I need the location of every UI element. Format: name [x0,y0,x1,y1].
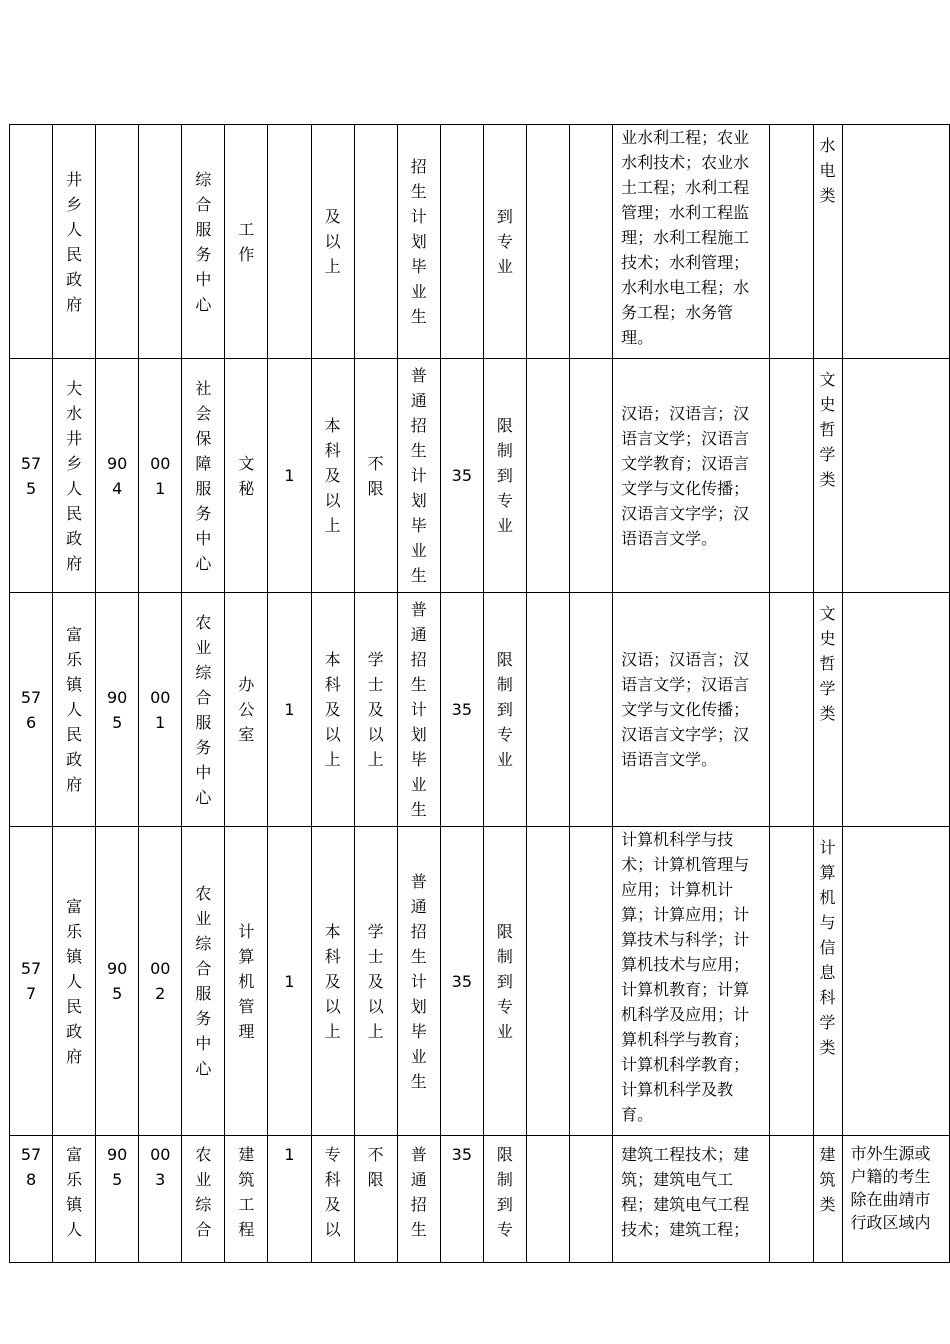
unit-cell-text: 富乐镇人 [66,1145,83,1239]
position-cell [225,359,268,593]
blank-cell [770,827,813,1136]
position-code-cell-text: 003 [150,1145,171,1189]
dept-cell [182,125,225,359]
degree-cell-text: 学士及以上 [367,921,384,1041]
dept-cell-text: 农业综合服务中心 [195,884,212,1078]
category-cell [813,359,842,593]
category-cell [813,1136,842,1263]
source-cell [397,359,440,593]
position-cell-text: 计算机管理 [238,921,255,1041]
table-row [10,827,950,1136]
position-code-cell [139,827,182,1136]
source-cell [397,1136,440,1263]
majors-cell-text: 汉语；汉语言；汉语言文学；汉语言文学教育；汉语言文学与文化传播；汉语言文字学；汉语语言文学。 [621,403,750,548]
blank-cell [770,359,813,593]
seq-cell [10,593,53,827]
major-limit-cell [483,1136,526,1263]
blank-cell [570,827,613,1136]
unit-code-cell-text: 905 [107,959,128,1003]
note-cell [842,359,949,593]
education-cell [311,593,354,827]
age-cell [440,359,483,593]
degree-cell-text: 学士及以上 [367,650,384,769]
table-row [10,1136,950,1263]
education-cell [311,1136,354,1263]
recruitment-table [9,124,950,1263]
seq-cell [10,359,53,593]
majors-cell-text: 建筑工程技术；建筑；建筑电气工程；建筑电气工程技术；建筑工程； [621,1145,750,1239]
unit-cell [53,1136,96,1263]
category-cell-text: 建筑类 [819,1145,836,1214]
position-code-cell-text: 002 [150,959,171,1003]
degree-cell [354,359,397,593]
majors-cell [613,593,770,827]
seq-cell-text: 576 [20,687,42,732]
source-cell-text: 普通招生 [410,1145,427,1239]
source-cell-text: 普通招生计划毕业生 [410,366,427,585]
unit-code-cell [96,125,139,359]
degree-cell-text: 不限 [367,1145,384,1189]
education-cell-text: 本科及以上 [324,650,341,769]
majors-cell-text: 汉语；汉语言；汉语言文学；汉语言文学与文化传播；汉语言文字学；汉语语言文学。 [621,650,750,769]
note-cell [842,827,949,1136]
blank-cell [526,1136,569,1263]
major-limit-cell [483,827,526,1136]
education-cell [311,125,354,359]
dept-cell-text: 农业综合服务中心 [195,612,212,807]
majors-cell-text: 计算机科学与技术；计算机管理与应用；计算机计算；计算应用；计算技术与科学；计算机技术与应用；计算机教育；计算机科学及应用；计算机科学与教育；计算机科学教育；计算机科学及教育。 [621,830,750,1124]
note-cell [842,125,949,359]
major-limit-cell-text: 限制到专业 [496,921,513,1041]
source-cell-text: 普通招生计划毕业生 [410,600,427,819]
seq-cell [10,125,53,359]
unit-cell-text: 富乐镇人民政府 [66,625,83,794]
dept-cell-text: 农业综合 [195,1145,212,1239]
age-cell-text: 35 [451,466,472,485]
seq-cell-text: 575 [20,453,42,498]
blank-cell [526,359,569,593]
education-cell-text: 本科及以上 [324,921,341,1041]
age-cell [440,125,483,359]
table-row [10,593,950,827]
category-cell-text: 文史哲学类 [819,604,836,723]
unit-cell [53,359,96,593]
count-cell [268,827,311,1136]
position-code-cell [139,1136,182,1263]
unit-code-cell [96,827,139,1136]
age-cell-text: 35 [451,1145,472,1164]
blank-cell [526,125,569,359]
seq-cell-text: 578 [20,1145,42,1189]
blank-cell [770,1136,813,1263]
source-cell [397,593,440,827]
major-limit-cell [483,359,526,593]
unit-cell [53,593,96,827]
table-row [10,125,950,359]
unit-code-cell [96,359,139,593]
position-code-cell-text: 001 [150,687,171,732]
majors-cell [613,125,770,359]
dept-cell [182,359,225,593]
major-limit-cell-text: 限制到专业 [496,650,513,769]
source-cell-text: 招生计划毕业生 [410,157,427,326]
position-code-cell-text: 001 [150,453,171,498]
category-cell [813,827,842,1136]
dept-cell-text: 社会保障服务中心 [195,378,212,573]
education-cell-text: 及以上 [324,207,341,276]
position-cell-text: 办公室 [238,675,255,744]
count-cell-text: 1 [284,700,295,719]
degree-cell [354,827,397,1136]
seq-cell [10,827,53,1136]
education-cell-text: 专科及以 [324,1145,341,1239]
unit-code-cell [96,593,139,827]
count-cell [268,359,311,593]
position-cell [225,125,268,359]
unit-cell [53,827,96,1136]
blank-cell [526,827,569,1136]
blank-cell [570,125,613,359]
degree-cell [354,593,397,827]
major-limit-cell-text: 限制到专 [496,1145,513,1239]
unit-cell-text: 井乡人民政府 [66,169,83,314]
dept-cell [182,593,225,827]
education-cell [311,827,354,1136]
position-cell [225,593,268,827]
count-cell [268,593,311,827]
dept-cell-text: 综合服务中心 [195,169,212,314]
seq-cell-text: 577 [20,959,42,1003]
majors-cell [613,359,770,593]
blank-cell [770,125,813,359]
age-cell-text: 35 [451,971,472,991]
blank-cell [770,593,813,827]
unit-code-cell-text: 905 [107,687,128,732]
count-cell-text: 1 [284,971,295,991]
degree-cell [354,125,397,359]
source-cell [397,125,440,359]
position-code-cell [139,359,182,593]
unit-cell-text: 大水井乡人民政府 [66,378,83,573]
category-cell-text: 文史哲学类 [819,370,836,489]
blank-cell [570,593,613,827]
degree-cell [354,1136,397,1263]
position-cell-text: 文秘 [238,453,255,498]
major-limit-cell [483,593,526,827]
unit-code-cell-text: 904 [107,453,128,498]
count-cell-text: 1 [284,1145,295,1164]
major-limit-cell [483,125,526,359]
source-cell-text: 普通招生计划毕业生 [410,871,427,1091]
source-cell [397,827,440,1136]
count-cell [268,125,311,359]
note-cell [842,593,949,827]
category-cell [813,125,842,359]
note-cell [842,1136,949,1263]
position-code-cell [139,125,182,359]
dept-cell [182,1136,225,1263]
major-limit-cell-text: 到专业 [496,207,513,276]
position-cell-text: 工作 [238,219,255,264]
unit-code-cell [96,1136,139,1263]
unit-cell [53,125,96,359]
unit-cell-text: 富乐镇人民政府 [66,896,83,1066]
category-cell [813,593,842,827]
count-cell-text: 1 [284,466,295,485]
unit-code-cell-text: 905 [107,1145,128,1189]
count-cell [268,1136,311,1263]
table-row [10,359,950,593]
dept-cell [182,827,225,1136]
blank-cell [526,593,569,827]
age-cell [440,827,483,1136]
position-cell [225,827,268,1136]
note-cell-text: 市外生源或户籍的考生除在曲靖市行政区域内 [850,1144,931,1232]
position-cell-text: 建筑工程 [238,1145,255,1239]
age-cell-text: 35 [451,700,472,719]
blank-cell [570,1136,613,1263]
age-cell [440,1136,483,1263]
education-cell-text: 本科及以上 [324,416,341,535]
age-cell [440,593,483,827]
blank-cell [570,359,613,593]
position-code-cell [139,593,182,827]
degree-cell-text: 不限 [367,453,384,498]
majors-cell-text: 业水利工程；农业水利技术；农业水土工程；水利工程管理；水利工程监理；水利工程施工技术；水利管理；水利水电工程；水务工程；水务管理。 [621,128,750,347]
seq-cell [10,1136,53,1263]
majors-cell [613,1136,770,1263]
category-cell-text: 计算机与信息科学类 [819,838,836,1057]
majors-cell [613,827,770,1136]
category-cell-text: 水电类 [819,136,836,205]
education-cell [311,359,354,593]
position-cell [225,1136,268,1263]
major-limit-cell-text: 限制到专业 [496,416,513,535]
